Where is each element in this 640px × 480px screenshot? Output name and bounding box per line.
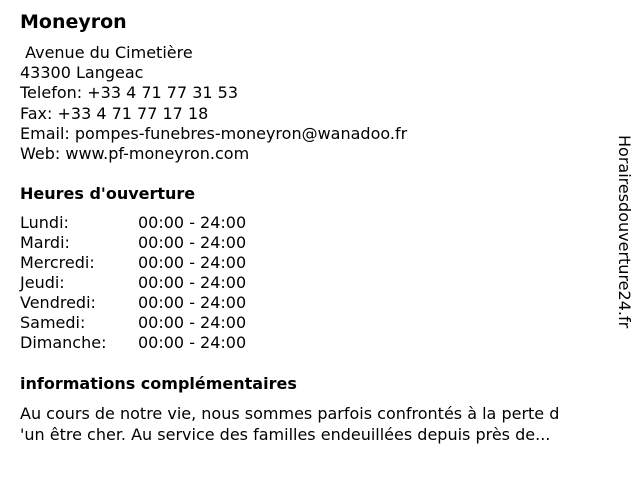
day-label: Vendredi: xyxy=(20,293,96,312)
additional-info-text: Au cours de notre vie, nous sommes parfois confrontés à la perte d 'un être cher. Au service des familles endeuillées depuis près de... xyxy=(20,404,560,444)
hours-row-thursday xyxy=(20,273,246,293)
day-label: Samedi: xyxy=(20,313,86,332)
day-label: Lundi: xyxy=(20,213,69,232)
time-range: 00:00 - 24:00 xyxy=(138,213,247,232)
fax-line: Fax: +33 4 71 77 17 18 xyxy=(20,103,209,123)
hours-row-sunday xyxy=(20,333,246,353)
hours-row-monday xyxy=(20,213,246,233)
business-name: Moneyron xyxy=(20,11,127,33)
day-label: Jeudi: xyxy=(20,273,65,292)
day-label: Dimanche: xyxy=(20,333,107,352)
opening-hours-heading: Heures d'ouverture xyxy=(20,184,196,203)
address-city: 43300 Langeac xyxy=(20,63,144,83)
website-line: Web: www.pf-moneyron.com xyxy=(20,144,250,164)
time-range: 00:00 - 24:00 xyxy=(138,233,247,252)
phone-line: Telefon: +33 4 71 77 31 53 xyxy=(20,83,239,103)
time-range: 00:00 - 24:00 xyxy=(138,293,247,312)
email-line: Email: pompes-funebres-moneyron@wanadoo.fr xyxy=(20,123,408,143)
time-range: 00:00 - 24:00 xyxy=(138,313,247,332)
contact-block xyxy=(20,43,407,164)
site-watermark-label: Horairesdouverture24.fr xyxy=(615,135,634,329)
time-range: 00:00 - 24:00 xyxy=(138,273,247,292)
time-range: 00:00 - 24:00 xyxy=(138,253,247,272)
hours-row-wednesday xyxy=(20,253,246,273)
additional-info-heading: informations complémentaires xyxy=(20,374,297,393)
hours-row-friday xyxy=(20,293,246,313)
opening-hours-table xyxy=(20,213,246,353)
hours-row-saturday xyxy=(20,313,246,333)
address-street: Avenue du Cimetière xyxy=(20,43,193,62)
day-label: Mercredi: xyxy=(20,253,95,272)
time-range: 00:00 - 24:00 xyxy=(138,333,247,352)
hours-row-tuesday xyxy=(20,233,246,253)
day-label: Mardi: xyxy=(20,233,70,252)
